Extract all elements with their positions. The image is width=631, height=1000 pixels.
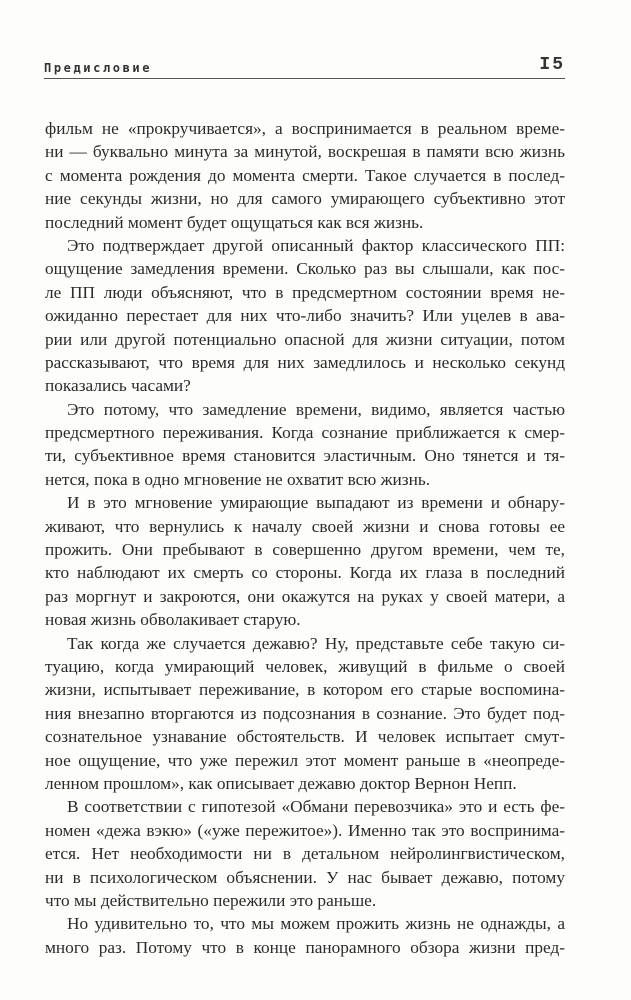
text-line: много раз. Потому что в конце панорамного обзора жизни пред- xyxy=(45,937,565,957)
text-line: прожить. Они пребывают в совершенно другом времени, чем те, xyxy=(45,540,565,560)
text-line: ния внезапно вторгаются из подсознания в сознание. Это будет под- xyxy=(45,703,565,723)
text-line: И в это мгновение умирающие выпадают из времени и обнару- xyxy=(67,493,565,513)
paragraph xyxy=(45,912,565,959)
text-line: Это подтверждает другой описанный фактор классического ПП: xyxy=(67,235,565,255)
text-line: новая жизнь обволакивает старую. xyxy=(45,610,301,630)
running-title: Предисловие xyxy=(44,61,153,75)
text-line: ожиданно перестает для них что-либо значить? Или уцелев в ава- xyxy=(45,306,565,326)
text-line: живают, что вернулись к началу своей жизни и снова готовы ее xyxy=(45,516,565,536)
text-line: туацию, когда умирающий человек, живущий в фильме о своей xyxy=(45,656,565,676)
text-line: последний момент будет ощущаться как вся жизнь. xyxy=(45,212,424,232)
text-line: рассказывают, что время для них замедлилось и несколько секунд xyxy=(45,352,565,372)
text-line: фильм не «прокручивается», а воспринимается в реальном време- xyxy=(45,119,565,138)
paragraph xyxy=(45,491,565,631)
text-line: раз моргнут и закроются, они окажутся на руках у своей матери, а xyxy=(45,586,565,606)
text-line: предсмертного переживания. Когда сознание приближается к смер- xyxy=(45,423,565,443)
text-line: нется, пока в одно мгновение не охватит всю жизнь. xyxy=(45,469,431,489)
text-line: ни — буквально минута за минутой, воскрешая в памяти всю жизнь xyxy=(45,142,565,162)
paragraph xyxy=(45,117,565,234)
paragraph xyxy=(45,234,565,398)
text-line: ленном прошлом», как описывает дежавю доктор Вернон Непп. xyxy=(45,773,517,793)
text-line: показались часами? xyxy=(45,376,191,396)
paragraph xyxy=(45,398,565,492)
text-line: ное ощущение, что уже пережил этот момент раньше в «неопреде- xyxy=(45,750,565,770)
text-line: В соответствии с гипотезой «Обмани перевозчика» это и есть фе- xyxy=(67,797,565,817)
text-line: номен «дежа вэкю» («уже пережитое»). Именно так это воспринима- xyxy=(45,820,565,840)
text-line: ти, субъективное время становится эластичным. Оно тянется и тя- xyxy=(45,446,565,466)
text-line: ется. Нет необходимости ни в детальном нейролингвистическом, xyxy=(45,844,565,864)
paragraph xyxy=(45,795,565,912)
page-number: I5 xyxy=(539,55,565,75)
text-line: кто наблюдают их смерть со стороны. Когда их глаза в последний xyxy=(45,563,565,583)
running-header xyxy=(44,52,565,79)
text-line: ни в психологическом объяснении. У нас бывает дежавю, потому xyxy=(45,867,565,887)
text-line: рии или другой потенциально опасной для жизни ситуации, потом xyxy=(45,329,565,349)
text-line: ощущение замедления времени. Сколько раз вы слышали, как пос- xyxy=(45,259,565,279)
text-line: ние секунды жизни, но для самого умирающего субъективно этот xyxy=(45,189,565,209)
text-line: с момента рождения до момента смерти. Такое случается в послед- xyxy=(45,165,565,185)
text-line: ле ПП люди объясняют, что в предсмертном состоянии время не- xyxy=(45,282,565,302)
text-line: Это потому, что замедление времени, видимо, является частью xyxy=(67,399,565,419)
paragraph xyxy=(45,632,565,796)
body-text xyxy=(45,117,565,959)
text-line: что мы действительно пережили это раньше. xyxy=(45,890,377,910)
text-line: Но удивительно то, что мы можем прожить жизнь не однажды, а xyxy=(67,914,565,934)
text-line: жизни, испытывает переживание, в котором его старые воспомина- xyxy=(45,680,565,700)
text-line: Так когда же случается дежавю? Ну, представьте себе такую си- xyxy=(67,633,565,653)
text-line: сознательное узнавание обстоятельств. И человек испытает смут- xyxy=(45,727,565,747)
